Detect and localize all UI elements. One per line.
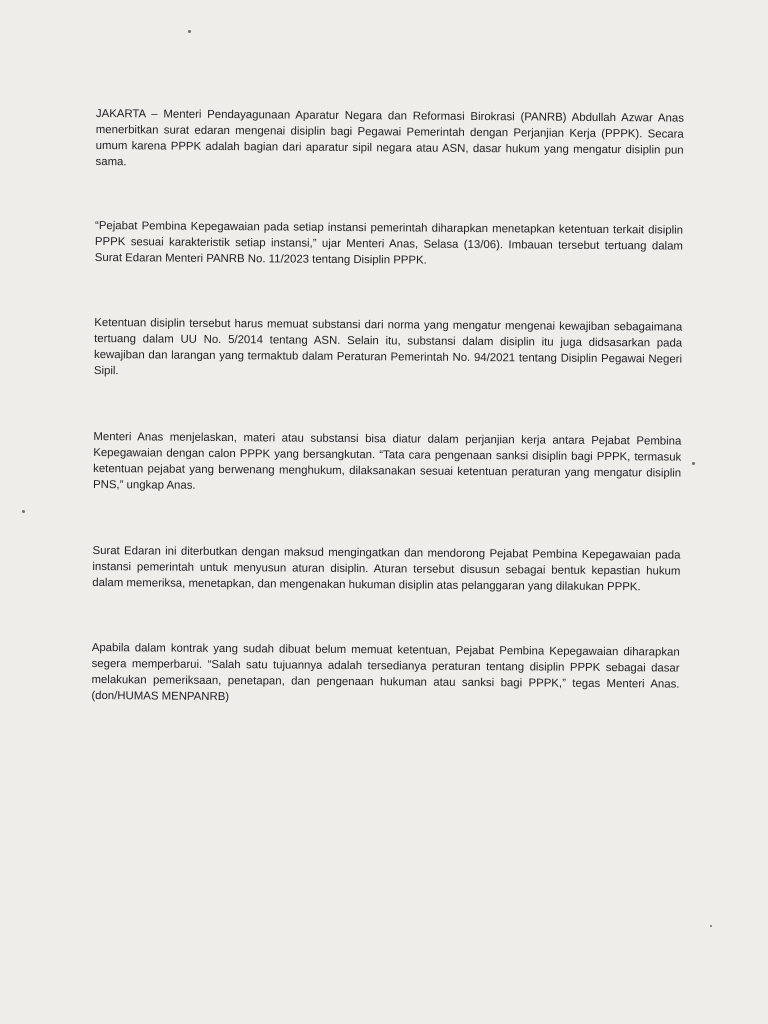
paragraph-2: “Pejabat Pembina Kepegawaian pada setiap instansi pemerintah diharapkan menetapkan ketentuan terkait disiplin PPPK sesuai karakteristik setiap instansi,” ujar Menteri Anas, Selasa (13/06). Imbauan tersebut tertuang dalam Surat Edaran Menteri PANRB No. 11/2023 tentang Disiplin PPPK. (94, 219, 684, 267)
scan-speck (22, 510, 25, 513)
article-body (91, 106, 684, 709)
paragraph-3: Ketentuan disiplin tersebut harus memuat substansi dari norma yang mengatur mengenai kewajiban sebagaimana tertuang dalam UU No. 5/2014 tentang ASN. Selain itu, substansi dalam disiplin itu juga didsasarkan pada kewajiban dan larangan yang termaktub dalam Peraturan Pemerintah No. 94/2021 tentang Disiplin Pegawai Negeri Sipil. (93, 316, 683, 378)
paragraph-5: Surat Edaran ini diterbutkan dengan maksud mengingatkan dan mendorong Pejabat Pembina Kepegawaian pada instansi pemerintah untuk menyusun aturan disiplin. Aturan tersebut disusun sebagai bentuk kepastian hukum dalam memeriksa, menetapkan, dan mengenakan hukuman disiplin atas pelanggaran yang dilakukan PPPK. (92, 544, 681, 594)
paragraph-1: JAKARTA – Menteri Pendayagunaan Aparatur Negara dan Reformasi Birokrasi (PANRB) Abdullah Azwar Anas menerbitkan surat edaran mengenai disiplin bagi Pegawai Pemerintah dengan Perjanjian Kerja (PPPK). Secara umum karena PPPK adalah bagian dari aparatur sipil negara atau ASN, dasar hukum yang mengatur disiplin pun sama. (95, 107, 684, 169)
scan-speck (710, 925, 712, 927)
paragraph-4: Menteri Anas menjelaskan, materi atau substansi bisa diatur dalam perjanjian kerja antara Pejabat Pembina Kepegawaian dengan calon PPPK yang bersangkutan. “Tata cara pengenaan sanksi disiplin bagi PPPK, termasuk ketentuan pejabat yang berwenang menghukum, dilaksanakan sesuai ketentuan peraturan yang mengatur disiplin PNS,” ungkap Anas. (92, 430, 682, 492)
scan-speck (692, 462, 695, 465)
paragraph-6: Apabila dalam kontrak yang sudah dibuat belum memuat ketentuan, Pejabat Pembina Kepegawaian diharapkan segera memperbarui. “Salah satu tujuannya adalah tersedianya peraturan tentang disiplin PPPK sebagai dasar melakukan pemeriksaan, penetapan, dan pengenaan hukuman atau sanksi bagi PPPK,” tegas Menteri Anas. (don/HUMAS MENPANRB) (91, 641, 680, 704)
scan-speck (188, 30, 191, 33)
